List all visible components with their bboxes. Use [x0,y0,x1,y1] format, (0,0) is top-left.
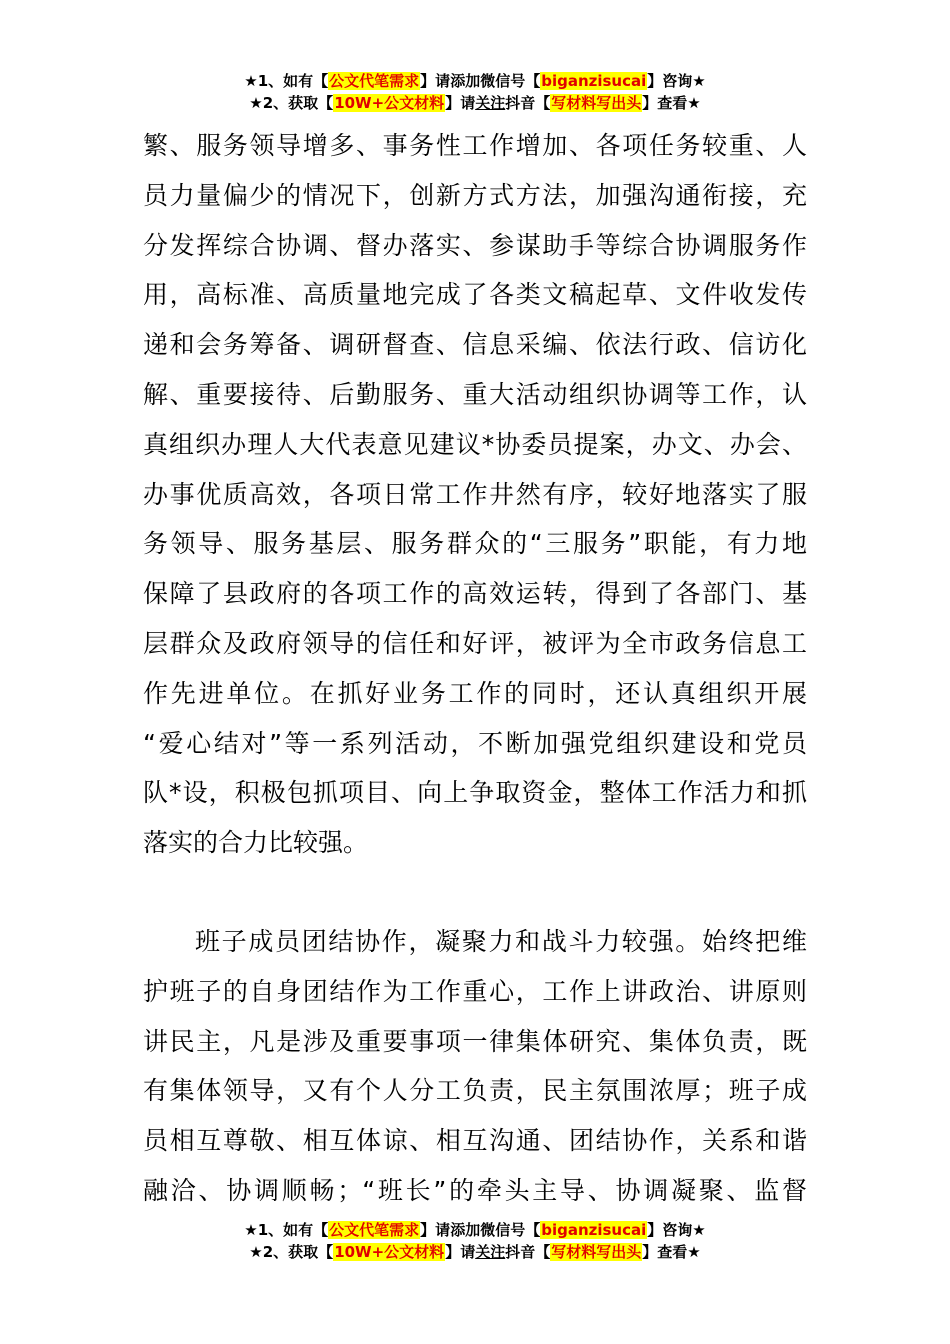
banner-text: 】请 [420,72,451,90]
banner-text: 抖音【 [505,94,551,112]
paragraph-line: 保障了县政府的各项工作的高效运转，得到了各部门、基 [143,579,807,609]
header-banner [0,70,950,114]
banner-highlight: biganzisucai [541,1221,647,1239]
paragraph-line: 真组织办理人大代表意见建议*协委员提案，办文、办会、 [143,429,807,459]
banner-line-2 [0,1241,950,1263]
banner-highlight: 写材料写出头 [551,1243,642,1261]
banner-text: ★1、如有【 [244,72,329,90]
banner-text: ★2、获取【 [249,94,334,112]
paragraph-line: 递和会务筹备、调研督查、信息采编、依法行政、信访化 [143,330,807,360]
banner-emphasis: 添加 [450,72,481,90]
banner-highlight: 10W+公文材料 [334,1243,445,1261]
paragraph-line: 有集体领导，又有个人分工负责，民主氛围浓厚；班子成 [143,1076,807,1106]
banner-text: 】请 [420,1221,451,1239]
body-paragraph-2 [143,917,807,1216]
paragraph-line: 繁、服务领导增多、事务性工作增加、各项任务较重、人 [143,131,807,160]
paragraph-line: 员力量偏少的情况下，创新方式方法，加强沟通衔接，充 [143,180,807,210]
footer-banner [0,1219,950,1263]
banner-text: 微信号【 [480,72,541,90]
paragraph-line: 员相互尊敬、相互体谅、相互沟通、团结协作，关系和谐 [143,1126,807,1156]
banner-highlight: 写材料写出头 [551,94,642,112]
banner-text: 抖音【 [505,1243,551,1261]
banner-text: 微信号【 [480,1221,541,1239]
paragraph-line: “爱心结对”等一系列活动，不断加强党组织建设和党员 [143,728,807,758]
paragraph-line: 班子成员团结协作，凝聚力和战斗力较强。始终把维 [195,927,807,956]
banner-text: 】咨询★ [647,1221,706,1239]
paragraph-line: 队*设，积极包抓项目、向上争取资金，整体工作活力和抓 [143,778,807,808]
banner-emphasis: 关注 [475,94,506,112]
banner-line-2 [0,92,950,114]
banner-emphasis: 添加 [450,1221,481,1239]
banner-text: 】请 [445,94,476,112]
banner-highlight: biganzisucai [541,72,647,90]
body-paragraph-1 [143,121,807,868]
banner-highlight: 公文代笔需求 [329,1221,420,1239]
banner-line-1 [0,70,950,92]
banner-text: 】咨询★ [647,72,706,90]
paragraph-line: 层群众及政府领导的信任和好评，被评为全市政务信息工 [143,628,807,658]
banner-emphasis: 关注 [475,1243,506,1261]
banner-highlight: 10W+公文材料 [334,94,445,112]
paragraph-line: 融洽、协调顺畅；“班长”的牵头主导、协调凝聚、监督 [143,1175,807,1205]
banner-line-1 [0,1219,950,1241]
paragraph-line: 用，高标准、高质量地完成了各类文稿起草、文件收发传 [143,280,807,310]
banner-text: ★1、如有【 [244,1221,329,1239]
banner-highlight: 公文代笔需求 [329,72,420,90]
banner-text: 】请 [445,1243,476,1261]
paragraph-line: 作先进单位。在抓好业务工作的同时，还认真组织开展 [143,678,807,708]
paragraph-line: 落实的合力比较强。 [143,828,369,858]
paragraph-line: 分发挥综合协调、督办落实、参谋助手等综合协调服务作 [143,230,807,260]
paragraph-line: 解、重要接待、后勤服务、重大活动组织协调等工作，认 [143,379,807,409]
paragraph-line: 务领导、服务基层、服务群众的“三服务”职能，有力地 [143,529,807,559]
paragraph-line: 护班子的自身团结作为工作重心，工作上讲政治、讲原则 [143,976,807,1006]
banner-text: 】查看★ [642,94,701,112]
paragraph-line: 讲民主，凡是涉及重要事项一律集体研究、集体负责，既 [143,1026,807,1056]
banner-text: 】查看★ [642,1243,701,1261]
banner-text: ★2、获取【 [249,1243,334,1261]
paragraph-line: 办事优质高效，各项日常工作井然有序，较好地落实了服 [143,479,807,509]
